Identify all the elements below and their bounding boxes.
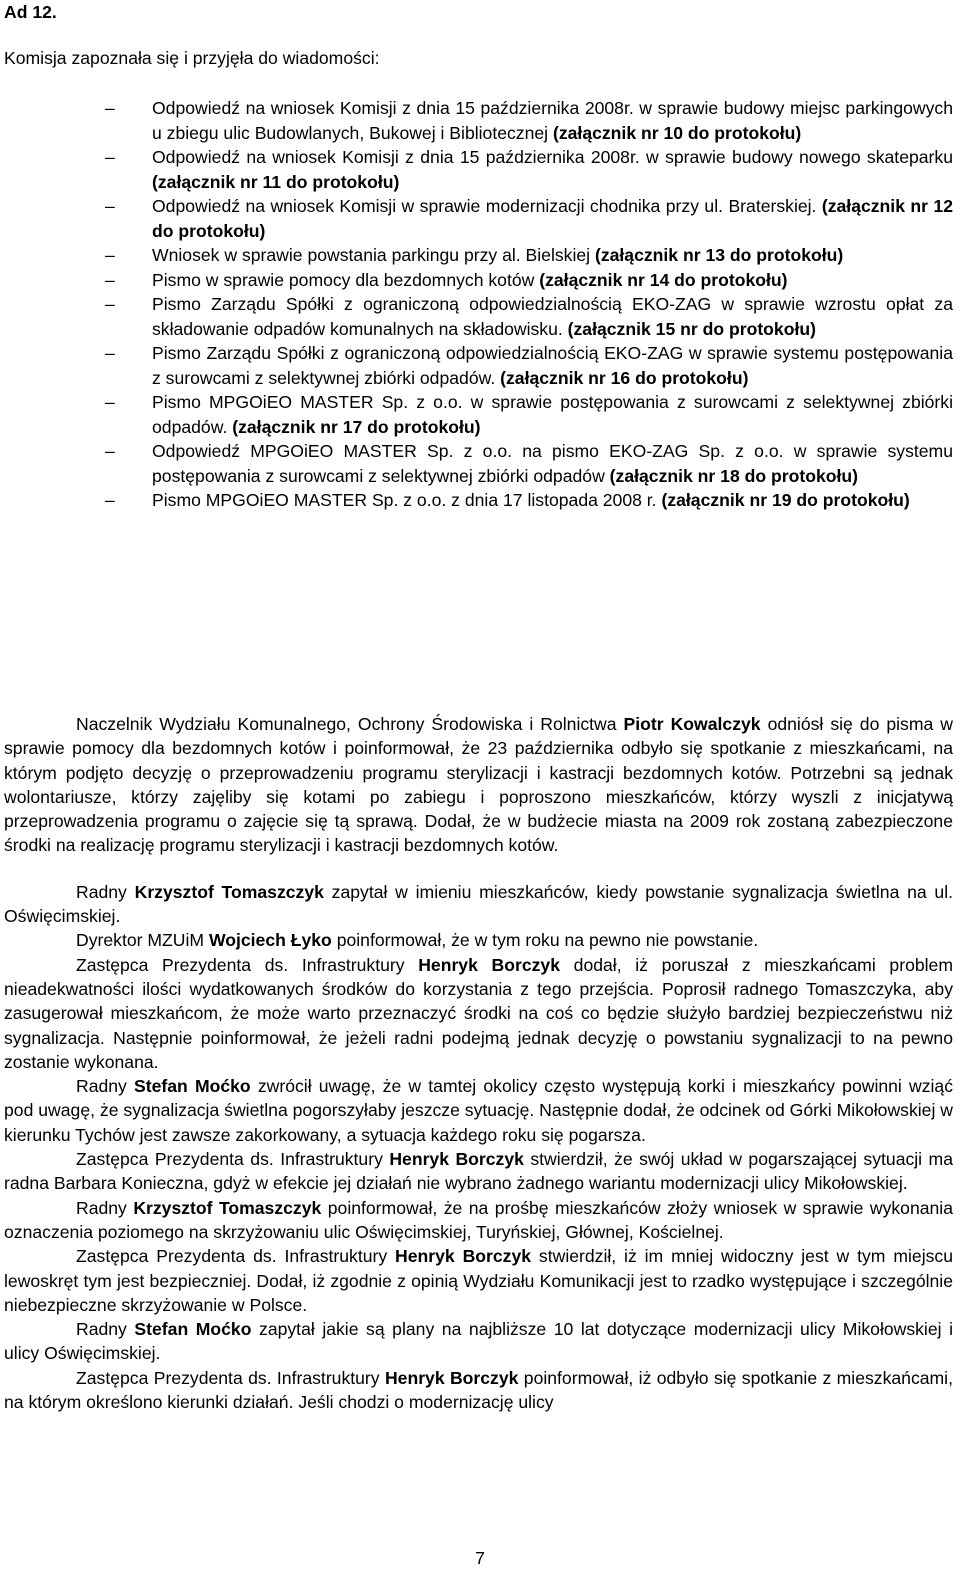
speaker-name: Henryk Borczyk (418, 954, 560, 975)
list-dash: – (105, 392, 115, 412)
intro-text: Komisja zapoznała się i przyjęła do wiadomości: (4, 48, 380, 68)
paragraph (4, 880, 953, 929)
list-item (0, 390, 960, 439)
list-item-text: Odpowiedź na wniosek Komisji z dnia 15 października 2008r. w sprawie budowy nowego skateparku (152, 147, 953, 167)
list-item-text: Pismo Zarządu Spółki z ograniczoną odpowiedzialnością EKO-ZAG w sprawie systemu postępowania z surowcami z selektywnej zbiórki odpadów. (152, 343, 953, 388)
speaker-name: Stefan Moćko (134, 1319, 252, 1340)
paragraph-text: Zastępca Prezydenta ds. Infrastruktury (76, 1246, 396, 1267)
list-dash: – (105, 294, 115, 314)
speaker-name: Piotr Kowalczyk (623, 714, 761, 734)
attachment-reference: (załącznik nr 10 do protokołu) (552, 122, 802, 143)
list-item (0, 439, 960, 488)
speaker-name: Henryk Borczyk (384, 1367, 519, 1388)
attachments-list (0, 96, 960, 513)
attachment-reference: (załącznik nr 16 do protokołu) (500, 367, 749, 388)
list-item (0, 194, 960, 243)
list-dash: – (105, 343, 115, 363)
paragraph (4, 928, 953, 952)
paragraph-text: stwierdził, iż im mniej widoczny jest w tym miejscu lewoskręt tym jest bezpieczniej. Dodał, iż zgodnie z opinią Wydziału Komunikacji jest to rzadko występujące i szczególnie niebezpieczne skrzyżowanie w Polsce. (4, 1246, 953, 1315)
list-item-text: Pismo Zarządu Spółki z ograniczoną odpowiedzialnością EKO-ZAG w sprawie wzrostu opłat za składowanie odpadów komunalnych na składowisku. (152, 294, 953, 339)
paragraph-text: odniósł się do pisma w sprawie pomocy dla bezdomnych kotów i poinformował, że 23 października odbyło się spotkanie z mieszkańcami, na którym podjęto decyzję o przeprowadzeniu programu sterylizacji i kastracji bezdomnych kotów. Potrzebni są jednak wolontariusze, którzy zajęliby się kotami po zabiegu i poproszono mieszkańców, którzy wyszli z inicjatywą przeprowadzenia programu o zajęcie się tą sprawą. Dodał, że w budżecie miasta na 2009 rok zostaną zabezpieczone środki na realizację programu sterylizacji i kastracji bezdomnych kotów. (4, 714, 953, 856)
list-dash: – (105, 196, 115, 216)
list-item-text: Pismo w sprawie pomocy dla bezdomnych kotów (152, 269, 540, 290)
paragraph-text: zwrócił uwagę, że w tamtej okolicy często występują korki i mieszkańcy powinni wziąć pod uwagę, że sygnalizacja świetlna pogorszyłaby jeszcze sytuację. Następnie dodał, że odcinek od Górki Mikołowskiej w kierunku Tychów jest zawsze zakorkowany, a sytuacja każdego roku się pogarsza. (4, 1076, 953, 1145)
paragraph (4, 712, 953, 858)
speaker-name: Krzysztof Tomaszczyk (133, 1197, 322, 1218)
paragraph-text: Zastępca Prezydenta ds. Infrastruktury (76, 1149, 390, 1170)
list-item (0, 268, 960, 293)
paragraph-text: zapytał w imieniu mieszkańców, kiedy powstanie sygnalizacja świetlna na ul. Oświęcimskiej. (4, 881, 954, 927)
paragraph-text: zapytał jakie są plany na najbliższe 10 lat dotyczące modernizacji ulicy Mikołowskiej i ulicy Oświęcimskiej. (4, 1319, 953, 1364)
list-item (0, 292, 960, 341)
paragraph-text: Zastępca Prezydenta ds. Infrastruktury (76, 1367, 385, 1388)
paragraph (4, 1366, 953, 1415)
attachment-reference: (załącznik nr 19 do protokołu) (661, 490, 910, 510)
list-item (0, 145, 960, 194)
paragraph-text: poinformował, że na prośbę mieszkańców złoży wniosek w sprawie wykonania oznaczenia poziomego na skrzyżowaniu ulic Oświęcimskiej, Turyńskiej, Głównej, Kościelnej. (4, 1197, 953, 1242)
list-item-text: Pismo MPGOiEO MASTER Sp. z o.o. w sprawie postępowania z surowcami z selektywnej zbiórki odpadów. (152, 392, 953, 437)
list-item-text: Odpowiedź na wniosek Komisji z dnia 15 października 2008r. w sprawie budowy miejsc parkingowych u zbiegu ulic Budowlanych, Bukowej i Bibliotecznej (152, 98, 953, 143)
list-item (0, 243, 960, 268)
paragraph-text: Radny (76, 1076, 135, 1097)
paragraph-text: poinformował, że w tym roku na pewno nie powstanie. (331, 930, 759, 951)
list-dash: – (105, 98, 115, 118)
list-item (0, 341, 960, 390)
list-item-text: Pismo MPGOiEO MASTER Sp. z o.o. z dnia 17 listopada 2008 r. (152, 490, 662, 510)
list-dash: – (105, 147, 115, 167)
list-dash: – (105, 269, 115, 290)
list-item-text: Odpowiedź na wniosek Komisji w sprawie modernizacji chodnika przy ul. Braterskiej. (152, 196, 822, 216)
speaker-name: Stefan Moćko (134, 1076, 251, 1097)
paragraph-text: Radny (76, 1319, 135, 1340)
list-item-text: Odpowiedź MPGOiEO MASTER Sp. z o.o. na pismo EKO-ZAG Sp. z o.o. w sprawie systemu postępowania z surowcami z selektywnej zbiórki odpadów (152, 441, 953, 486)
paragraph-text: dodał, iż poruszał z mieszkańcami problem nieadekwatności ilości wydatkowanych środków do korzystania z tego przejścia. Poprosił radnego Tomaszczyka, aby zasugerował mieszkańcom, że może warto przeznaczyć środki na coś co będzie służyło bardziej bezpieczeństwu niż sygnalizacja. Następnie poinformował, że jeżeli radni podejmą jednak decyzję o powstaniu sygnalizacji to na pewno zostanie wykonana. (4, 954, 953, 1072)
paragraph (4, 1074, 953, 1147)
attachment-reference: (załącznik nr 12 do protokołu) (152, 196, 953, 241)
attachment-reference: (załącznik nr 11 do protokołu) (152, 171, 400, 192)
paragraph (4, 1196, 953, 1245)
speaker-name: Henryk Borczyk (395, 1246, 532, 1267)
list-item (0, 96, 960, 145)
paragraph (4, 953, 953, 1074)
paragraph (4, 1244, 953, 1317)
paragraph (4, 1317, 953, 1366)
attachment-reference: (załącznik nr 14 do protokołu) (539, 269, 788, 290)
speaker-name: Krzysztof Tomaszczyk (134, 881, 324, 902)
attachment-reference: (załącznik nr 13 do protokołu) (594, 245, 844, 265)
attachment-reference: (załącznik 15 nr do protokołu) (567, 318, 816, 339)
paragraph (4, 1147, 953, 1196)
list-item-text: Wniosek w sprawie powstania parkingu przy al. Bielskiej (152, 245, 595, 265)
paragraph-text: poinformował, iż odbyło się spotkanie z mieszkańcami, na którym określono kierunki działań. Jeśli chodzi o modernizację ulicy (4, 1367, 953, 1413)
page-number: 7 (475, 1548, 485, 1568)
list-dash: – (105, 441, 115, 461)
paragraph-text: Zastępca Prezydenta ds. Infrastruktury (76, 954, 419, 975)
speaker-name: Wojciech Łyko (208, 930, 332, 951)
attachment-reference: (załącznik nr 17 do protokołu) (232, 416, 481, 437)
list-item (0, 488, 960, 513)
paragraph-text: Radny (76, 881, 135, 902)
paragraph-text: Dyrektor MZUiM (76, 930, 209, 951)
speaker-name: Henryk Borczyk (389, 1149, 524, 1170)
list-dash: – (105, 490, 115, 510)
discussion-paragraphs (4, 712, 953, 1414)
attachment-reference: (załącznik nr 18 do protokołu) (609, 465, 858, 486)
paragraph-text: Radny (76, 1197, 134, 1218)
paragraph-text: Naczelnik Wydziału Komunalnego, Ochrony Środowiska i Rolnictwa (76, 714, 624, 734)
paragraph-text: stwierdził, że swój układ w pogarszającej sytuacji ma radna Barbara Konieczna, gdyż w efekcie jej działań nie wybrano żadnego wariantu modernizacji ulicy Mikołowskiej. (4, 1149, 953, 1194)
list-dash: – (105, 245, 115, 265)
section-heading: Ad 12. (4, 2, 57, 22)
